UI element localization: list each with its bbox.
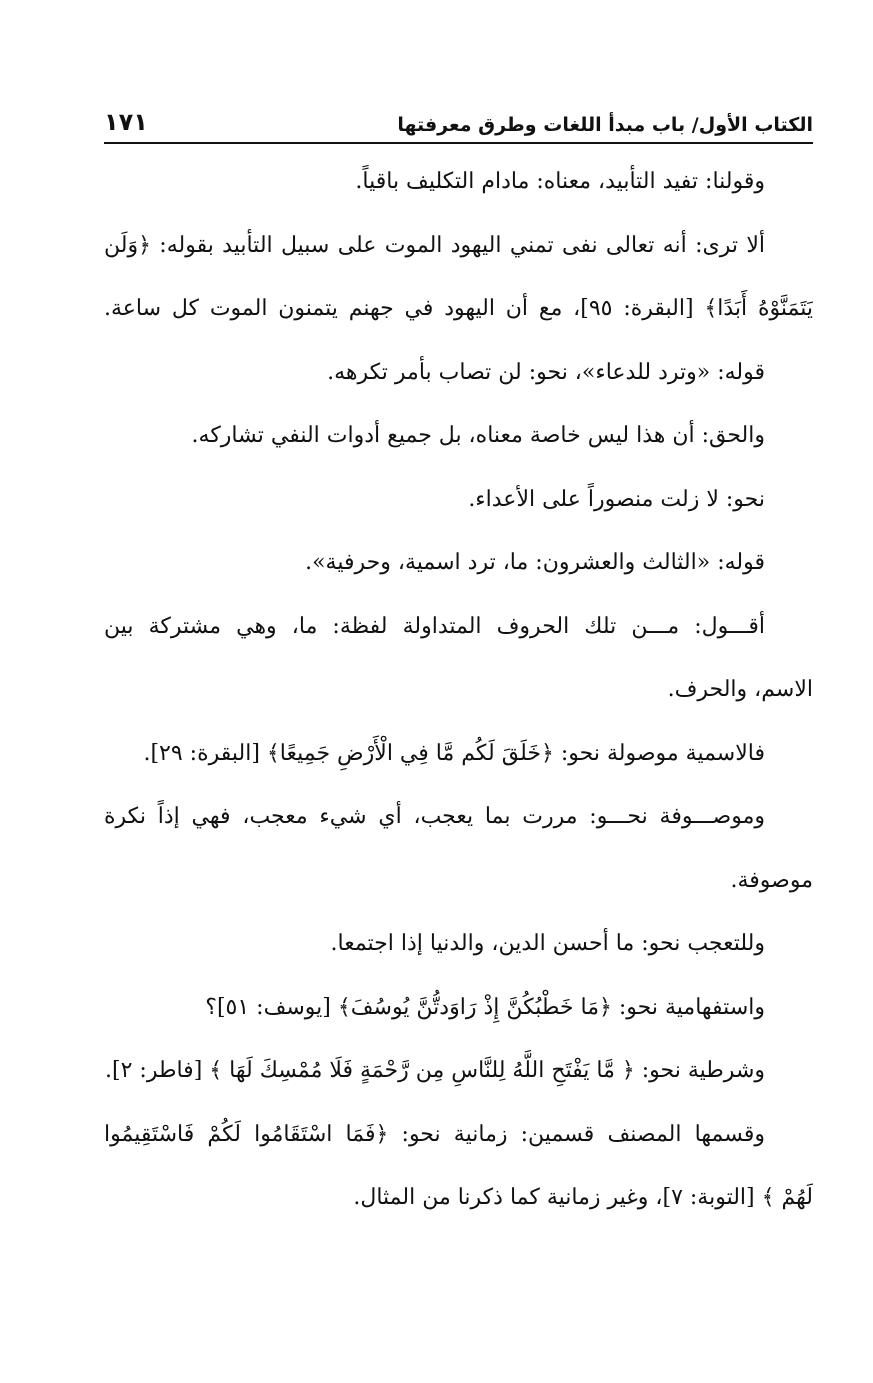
text-line: قوله: «وترد للدعاء»، نحو: لن تصاب بأمر تكرهه. [327,359,765,385]
text-line: واستفهامية نحو: ﴿مَا خَطْبُكُنَّ إِذْ رَاوَدتُّنَّ يُوسُفَ﴾ [يوسف: ٥١]؟ [205,994,765,1020]
text-line: موصوفة. [730,867,813,893]
text-line: فالاسمية موصولة نحو: ﴿خَلَقَ لَكُم مَّا فِي الْأَرْضِ جَمِيعًا﴾ [البقرة: ٢٩]. [143,740,765,766]
text-line: وللتعجب نحو: ما أحسن الدين، والدنيا إذا اجتمعا. [330,931,765,956]
text-line: أقـــول: مـــن تلك الحروف المتداولة لفظة: ما، وهي مشتركة بين [104,613,765,639]
text-line: قوله: «الثالث والعشرون: ما، ترد اسمية، وحرفية». [305,550,765,575]
text-line: وموصـــوفة نحـــو: مررت بما يعجب، أي شيء معجب، فهي إذاً نكرة [104,804,765,829]
text-line: ألا ترى: أنه تعالى نفى تمني اليهود الموت على سبيل التأبيد بقوله: ﴿وَلَن [104,232,765,258]
text-line: وقولنا: تفيد التأبيد، معناه: مادام التكليف باقياً. [355,169,765,194]
running-title: الكتاب الأول/ باب مبدأ اللغات وطرق معرفتها [397,114,813,136]
text-line: يَتَمَنَّوْهُ أَبَدًا﴾ [البقرة: ٩٥]، مع أن اليهود في جهنم يتمنون الموت كل ساعة. [104,296,813,321]
page-header [104,96,813,136]
text-line: والحق: أن هذا ليس خاصة معناه، بل جميع أدوات النفي تشاركه. [191,423,765,448]
text-line: لَهُمْ ﴾ [التوبة: ٧]، وغير زمانية كما ذكرنا من المثال. [353,1185,813,1210]
header-rule [104,142,813,144]
text-line: نحو: لا زلت منصوراً على الأعداء. [468,486,765,512]
page-number: ١٧١ [104,108,148,136]
text-line: وقسمها المصنف قسمين: زمانية نحو: ﴿فَمَا اسْتَقَامُوا لَكُمْ فَاسْتَقِيمُوا [104,1121,765,1147]
text-line: وشرطية نحو: ﴿ مَّا يَفْتَحِ اللَّهُ لِلنَّاسِ مِن رَّحْمَةٍ فَلَا مُمْسِكَ لَهَا ﴾ [فاطر: ٢]. [105,1058,765,1083]
text-line: الاسم، والحرف. [667,677,813,702]
body-text [104,150,813,1230]
